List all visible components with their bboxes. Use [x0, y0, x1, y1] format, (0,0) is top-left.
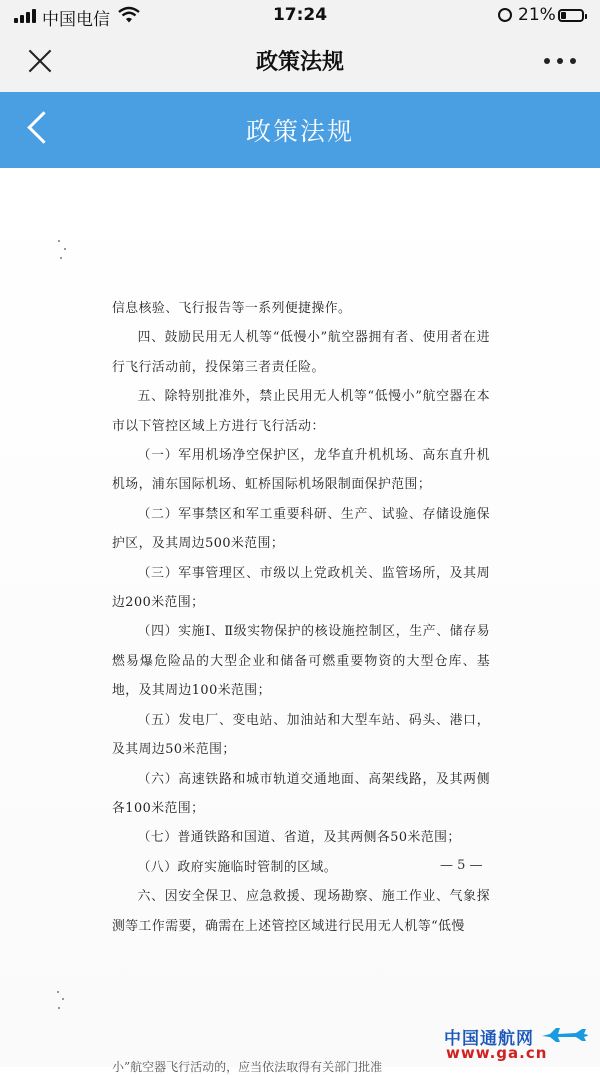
doc-paragraph: （三）军事管理区、市级以上党政机关、监管场所，及其周边200米范围；: [112, 565, 490, 611]
watermark-name: 中国通航网: [444, 1029, 534, 1049]
page-header: [0, 92, 600, 168]
scan-speck: [64, 248, 66, 250]
page-title: 政策法规: [245, 117, 354, 146]
rotation-lock-icon: [498, 8, 512, 22]
doc-paragraph: （六）高速铁路和城市轨道交通地面、高架线路，及其两侧各100米范围；: [112, 771, 490, 816]
scan-speck: [58, 1007, 60, 1009]
carrier-name: 中国电信: [42, 10, 110, 30]
scan-speck: [57, 991, 59, 993]
scan-speck: [60, 257, 62, 259]
nav-title: 政策法规: [255, 50, 344, 75]
doc-paragraph: （五）发电厂、变电站、加油站和大型车站、码头、港口，及其周边50米范围；: [112, 712, 490, 758]
doc-paragraph: （四）实施Ⅰ、Ⅱ级实物保护的核设施控制区，生产、储存易燃易爆危险品的大型企业和储备可燃重要物资的大型仓库、基地，及其周边100米范围；: [112, 624, 490, 699]
doc-paragraph: 信息核验、飞行报告等一系列便捷操作。: [112, 301, 352, 316]
battery-icon: [558, 9, 584, 22]
battery-percent: 21%: [518, 5, 556, 25]
top-nav-bar: [0, 30, 600, 92]
doc-paragraph: （七）普通铁路和国道、省道，及其两侧各50米范围；: [137, 830, 461, 846]
document-body: [112, 294, 490, 941]
watermark-logo: [442, 1024, 594, 1062]
doc-paragraph: 六、因安全保卫、应急救援、现场勘察、施工作业、气象探测等工作需要，确需在上述管控区域进行民用无人机等“低慢: [112, 889, 490, 934]
next-page-cutoff-text: 小”航空器飞行活动的，应当依法取得有关部门批准: [112, 1060, 383, 1074]
clock-time: 17:24: [272, 5, 328, 25]
doc-paragraph: （二）军事禁区和军工重要科研、生产、试验、存储设施保护区，及其周边500米范围；: [112, 506, 490, 552]
watermark-url: www.ga.cn: [446, 1044, 548, 1062]
document-image[interactable]: [0, 168, 600, 1074]
doc-paragraph: （一）军用机场净空保护区，龙华直升机机场、高东直升机机场，浦东国际机场、虹桥国际机场限制面保护范围；: [112, 448, 490, 493]
doc-paragraph: 四、鼓励民用无人机等“低慢小”航空器拥有者、使用者在进行飞行活动前，投保第三者责任险。: [112, 330, 490, 375]
airplane-icon: [540, 1026, 592, 1044]
doc-paragraph: 五、除特别批准外，禁止民用无人机等“低慢小”航空器在本市以下管控区域上方进行飞行活动：: [112, 389, 490, 434]
status-bar: [0, 0, 600, 30]
doc-paragraph: （八）政府实施临时管制的区域。: [137, 859, 338, 875]
scan-speck: [62, 998, 64, 1000]
page-number: — 5 —: [440, 858, 483, 873]
more-options-icon[interactable]: [544, 58, 578, 66]
scan-speck: [58, 240, 60, 242]
